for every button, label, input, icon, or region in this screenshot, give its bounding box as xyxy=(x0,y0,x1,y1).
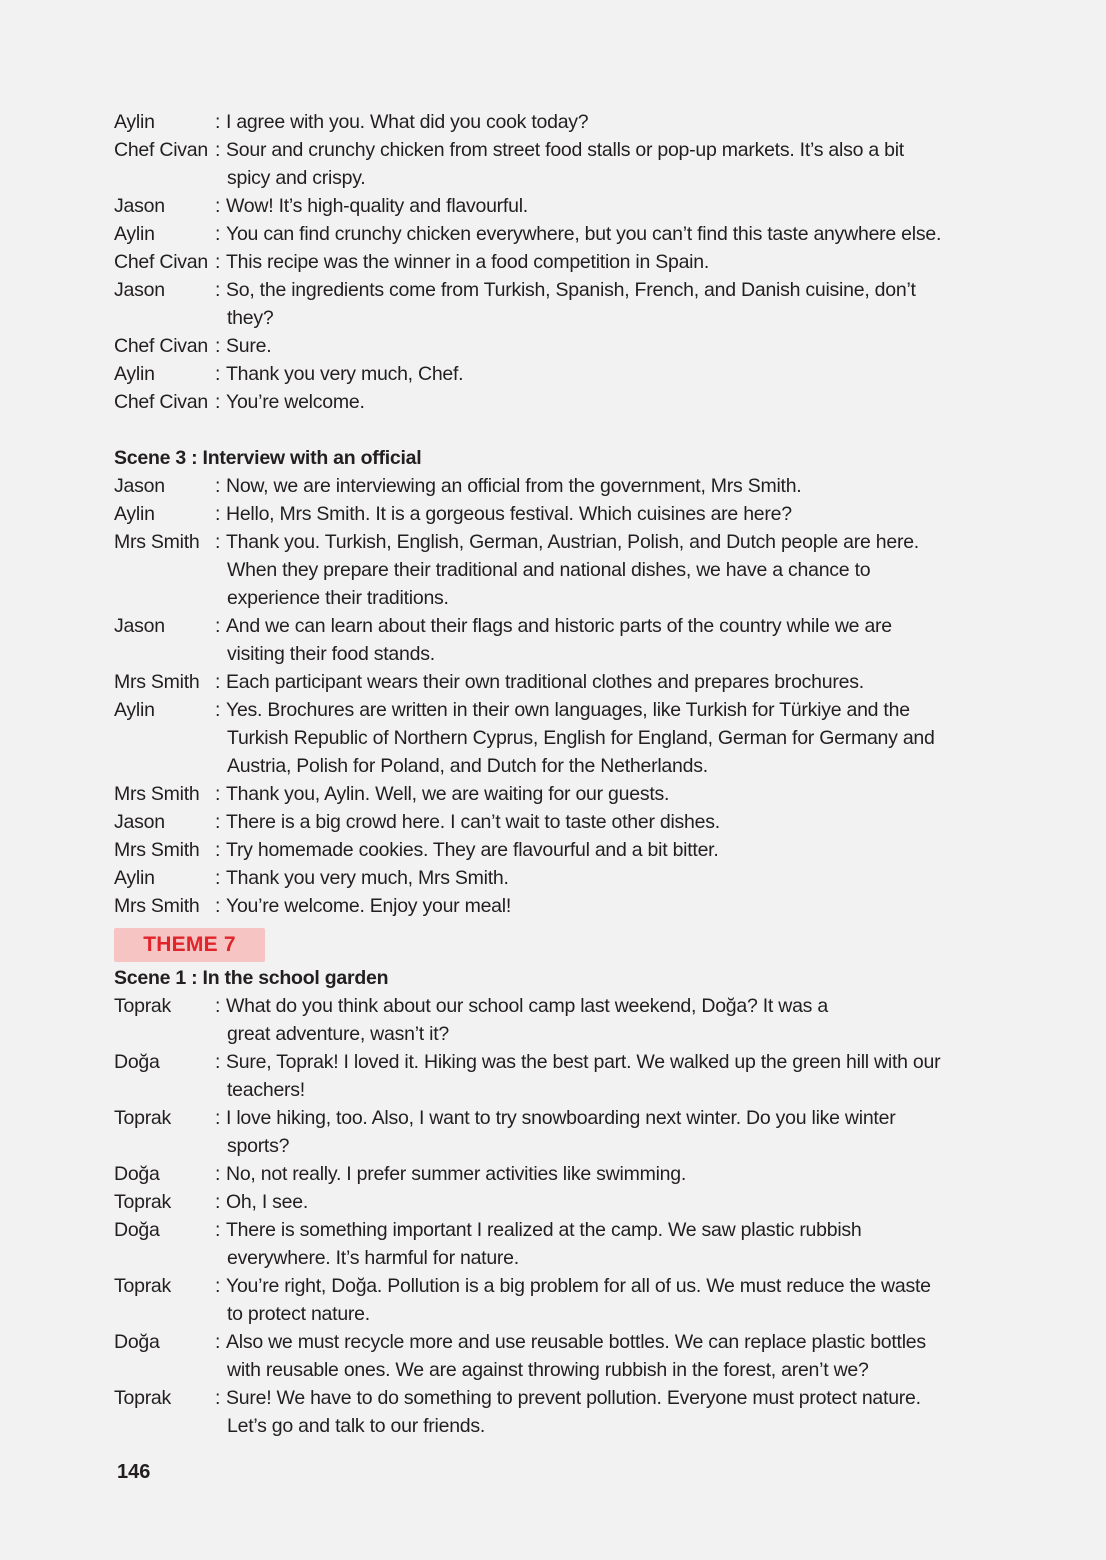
dialogue-text: Let’s go and talk to our friends. xyxy=(227,1415,486,1437)
dialogue-line-continuation xyxy=(114,584,1014,612)
dialogue-line-continuation xyxy=(114,304,1014,332)
speaker-separator: : xyxy=(215,811,221,833)
section-gap xyxy=(114,416,1014,444)
dialogue-line xyxy=(114,612,1014,640)
dialogue-section-scene-1 xyxy=(114,992,1014,1440)
dialogue-line xyxy=(114,1328,1014,1356)
dialogue-text: Also we must recycle more and use reusable bottles. We can replace plastic bottles xyxy=(226,1331,926,1353)
speaker-separator: : xyxy=(215,195,221,217)
dialogue-text: This recipe was the winner in a food competition in Spain. xyxy=(226,251,710,273)
speaker-name: Mrs Smith xyxy=(114,783,200,805)
dialogue-text: Sure, Toprak! I loved it. Hiking was the best part. We walked up the green hill with our xyxy=(226,1051,941,1073)
dialogue-line xyxy=(114,472,1014,500)
dialogue-text: Sour and crunchy chicken from street food stalls or pop-up markets. It’s also a bit xyxy=(226,139,904,161)
speaker-separator: : xyxy=(215,1275,221,1297)
dialogue-text: Hello, Mrs Smith. It is a gorgeous festival. Which cuisines are here? xyxy=(226,503,792,525)
dialogue-section-chef xyxy=(114,108,1014,416)
dialogue-text: Thank you. Turkish, English, German, Austrian, Polish, and Dutch people are here. xyxy=(226,531,919,553)
speaker-separator: : xyxy=(215,335,221,357)
speaker-separator: : xyxy=(215,1331,221,1353)
dialogue-line xyxy=(114,528,1014,556)
speaker-name: Jason xyxy=(114,279,165,301)
page-content xyxy=(114,108,1014,1440)
dialogue-text: spicy and crispy. xyxy=(227,167,366,189)
dialogue-line xyxy=(114,220,1014,248)
speaker-name: Aylin xyxy=(114,363,155,385)
speaker-separator: : xyxy=(215,251,221,273)
speaker-name: Toprak xyxy=(114,1191,172,1213)
dialogue-line-continuation xyxy=(114,752,1014,780)
dialogue-text: I agree with you. What did you cook today? xyxy=(226,111,589,133)
dialogue-text: When they prepare their traditional and national dishes, we have a chance to xyxy=(227,559,871,581)
speaker-separator: : xyxy=(215,391,221,413)
speaker-separator: : xyxy=(215,111,221,133)
dialogue-text: You’re welcome. Enjoy your meal! xyxy=(226,895,512,917)
speaker-separator: : xyxy=(215,671,221,693)
dialogue-text: great adventure, wasn’t it? xyxy=(227,1023,449,1045)
speaker-name: Aylin xyxy=(114,223,155,245)
dialogue-line xyxy=(114,1188,1014,1216)
speaker-name: Aylin xyxy=(114,867,155,889)
dialogue-text: Try homemade cookies. They are flavourful and a bit bitter. xyxy=(226,839,719,861)
dialogue-text: visiting their food stands. xyxy=(227,643,435,665)
speaker-separator: : xyxy=(215,615,221,637)
speaker-separator: : xyxy=(215,995,221,1017)
speaker-name: Mrs Smith xyxy=(114,895,200,917)
speaker-name: Toprak xyxy=(114,1107,172,1129)
dialogue-line xyxy=(114,780,1014,808)
dialogue-line xyxy=(114,360,1014,388)
speaker-separator: : xyxy=(215,867,221,889)
dialogue-line xyxy=(114,1272,1014,1300)
speaker-name: Mrs Smith xyxy=(114,839,200,861)
speaker-separator: : xyxy=(215,223,221,245)
speaker-separator: : xyxy=(215,1163,221,1185)
dialogue-line xyxy=(114,808,1014,836)
speaker-name: Doğa xyxy=(114,1163,160,1185)
dialogue-line-continuation xyxy=(114,1132,1014,1160)
dialogue-line xyxy=(114,1160,1014,1188)
speaker-name: Doğa xyxy=(114,1331,160,1353)
dialogue-text: Now, we are interviewing an official from the government, Mrs Smith. xyxy=(226,475,802,497)
dialogue-text: Thank you very much, Mrs Smith. xyxy=(226,867,509,889)
dialogue-line-continuation xyxy=(114,724,1014,752)
dialogue-text: So, the ingredients come from Turkish, Spanish, French, and Danish cuisine, don’t xyxy=(226,279,916,301)
dialogue-section-scene-3 xyxy=(114,472,1014,920)
dialogue-line-continuation xyxy=(114,556,1014,584)
dialogue-line-continuation xyxy=(114,1020,1014,1048)
dialogue-text: I love hiking, too. Also, I want to try snowboarding next winter. Do you like winter xyxy=(226,1107,896,1129)
dialogue-text: You can find crunchy chicken everywhere, but you can’t find this taste anywhere else. xyxy=(226,223,942,245)
dialogue-text: You’re right, Doğa. Pollution is a big problem for all of us. We must reduce the waste xyxy=(226,1275,931,1297)
speaker-name: Toprak xyxy=(114,1387,172,1409)
dialogue-text: everywhere. It’s harmful for nature. xyxy=(227,1247,519,1269)
dialogue-line-continuation xyxy=(114,1412,1014,1440)
speaker-name: Chef Civan xyxy=(114,335,208,357)
dialogue-text: to protect nature. xyxy=(227,1303,370,1325)
dialogue-line-continuation xyxy=(114,1300,1014,1328)
speaker-name: Mrs Smith xyxy=(114,671,200,693)
dialogue-line-continuation xyxy=(114,640,1014,668)
speaker-separator: : xyxy=(215,139,221,161)
dialogue-line-continuation xyxy=(114,164,1014,192)
theme-badge: THEME 7 xyxy=(114,928,265,962)
dialogue-line xyxy=(114,1216,1014,1244)
dialogue-line xyxy=(114,1048,1014,1076)
dialogue-line xyxy=(114,1384,1014,1412)
dialogue-line xyxy=(114,1104,1014,1132)
speaker-name: Aylin xyxy=(114,111,155,133)
speaker-separator: : xyxy=(215,895,221,917)
dialogue-line xyxy=(114,696,1014,724)
dialogue-text: Oh, I see. xyxy=(226,1191,309,1213)
dialogue-line xyxy=(114,500,1014,528)
speaker-name: Chef Civan xyxy=(114,391,208,413)
speaker-name: Toprak xyxy=(114,1275,172,1297)
dialogue-text: Each participant wears their own traditional clothes and prepares brochures. xyxy=(226,671,864,693)
speaker-name: Chef Civan xyxy=(114,251,208,273)
dialogue-text: teachers! xyxy=(227,1079,305,1101)
dialogue-text: Sure. xyxy=(226,335,272,357)
dialogue-text: experience their traditions. xyxy=(227,587,449,609)
dialogue-line-continuation xyxy=(114,1244,1014,1272)
speaker-separator: : xyxy=(215,839,221,861)
dialogue-text: Thank you very much, Chef. xyxy=(226,363,464,385)
dialogue-line xyxy=(114,864,1014,892)
dialogue-text: sports? xyxy=(227,1135,290,1157)
dialogue-line xyxy=(114,192,1014,220)
dialogue-text: There is a big crowd here. I can’t wait to taste other dishes. xyxy=(226,811,720,833)
dialogue-line-continuation xyxy=(114,1356,1014,1384)
speaker-name: Jason xyxy=(114,811,165,833)
dialogue-text: Yes. Brochures are written in their own languages, like Turkish for Türkiye and the xyxy=(226,699,910,721)
dialogue-text: Turkish Republic of Northern Cyprus, English for England, German for Germany and xyxy=(227,727,935,749)
speaker-name: Aylin xyxy=(114,503,155,525)
speaker-name: Jason xyxy=(114,195,165,217)
scene-1-title: Scene 1 : In the school garden xyxy=(114,967,389,989)
dialogue-text: they? xyxy=(227,307,274,329)
speaker-name: Doğa xyxy=(114,1219,160,1241)
speaker-separator: : xyxy=(215,279,221,301)
speaker-separator: : xyxy=(215,1191,221,1213)
speaker-name: Toprak xyxy=(114,995,172,1017)
dialogue-text: Wow! It’s high-quality and flavourful. xyxy=(226,195,528,217)
speaker-separator: : xyxy=(215,699,221,721)
speaker-separator: : xyxy=(215,475,221,497)
dialogue-text: Sure! We have to do something to prevent pollution. Everyone must protect nature. xyxy=(226,1387,921,1409)
dialogue-line xyxy=(114,332,1014,360)
dialogue-text: You’re welcome. xyxy=(226,391,365,413)
dialogue-text: What do you think about our school camp last weekend, Doğa? It was a xyxy=(226,995,828,1017)
dialogue-line xyxy=(114,992,1014,1020)
speaker-separator: : xyxy=(215,1219,221,1241)
speaker-separator: : xyxy=(215,783,221,805)
dialogue-line xyxy=(114,892,1014,920)
dialogue-text: There is something important I realized at the camp. We saw plastic rubbish xyxy=(226,1219,862,1241)
speaker-separator: : xyxy=(215,531,221,553)
dialogue-text: And we can learn about their flags and historic parts of the country while we are xyxy=(226,615,892,637)
speaker-name: Jason xyxy=(114,615,165,637)
dialogue-text: Thank you, Aylin. Well, we are waiting for our guests. xyxy=(226,783,670,805)
dialogue-text: Austria, Polish for Poland, and Dutch for the Netherlands. xyxy=(227,755,708,777)
dialogue-text: No, not really. I prefer summer activities like swimming. xyxy=(226,1163,687,1185)
speaker-name: Aylin xyxy=(114,699,155,721)
speaker-name: Jason xyxy=(114,475,165,497)
dialogue-line xyxy=(114,276,1014,304)
speaker-separator: : xyxy=(215,1051,221,1073)
speaker-separator: : xyxy=(215,503,221,525)
page-number: 146 xyxy=(117,1461,151,1483)
speaker-name: Mrs Smith xyxy=(114,531,200,553)
speaker-separator: : xyxy=(215,1107,221,1129)
speaker-separator: : xyxy=(215,1387,221,1409)
speaker-name: Doğa xyxy=(114,1051,160,1073)
speaker-separator: : xyxy=(215,363,221,385)
dialogue-line xyxy=(114,248,1014,276)
dialogue-line xyxy=(114,136,1014,164)
speaker-name: Chef Civan xyxy=(114,139,208,161)
dialogue-line xyxy=(114,668,1014,696)
scene-3-title: Scene 3 : Interview with an official xyxy=(114,447,422,469)
dialogue-line xyxy=(114,388,1014,416)
theme-heading xyxy=(114,920,1014,964)
dialogue-text: with reusable ones. We are against throwing rubbish in the forest, aren’t we? xyxy=(227,1359,869,1381)
dialogue-line xyxy=(114,108,1014,136)
dialogue-line xyxy=(114,836,1014,864)
dialogue-line-continuation xyxy=(114,1076,1014,1104)
